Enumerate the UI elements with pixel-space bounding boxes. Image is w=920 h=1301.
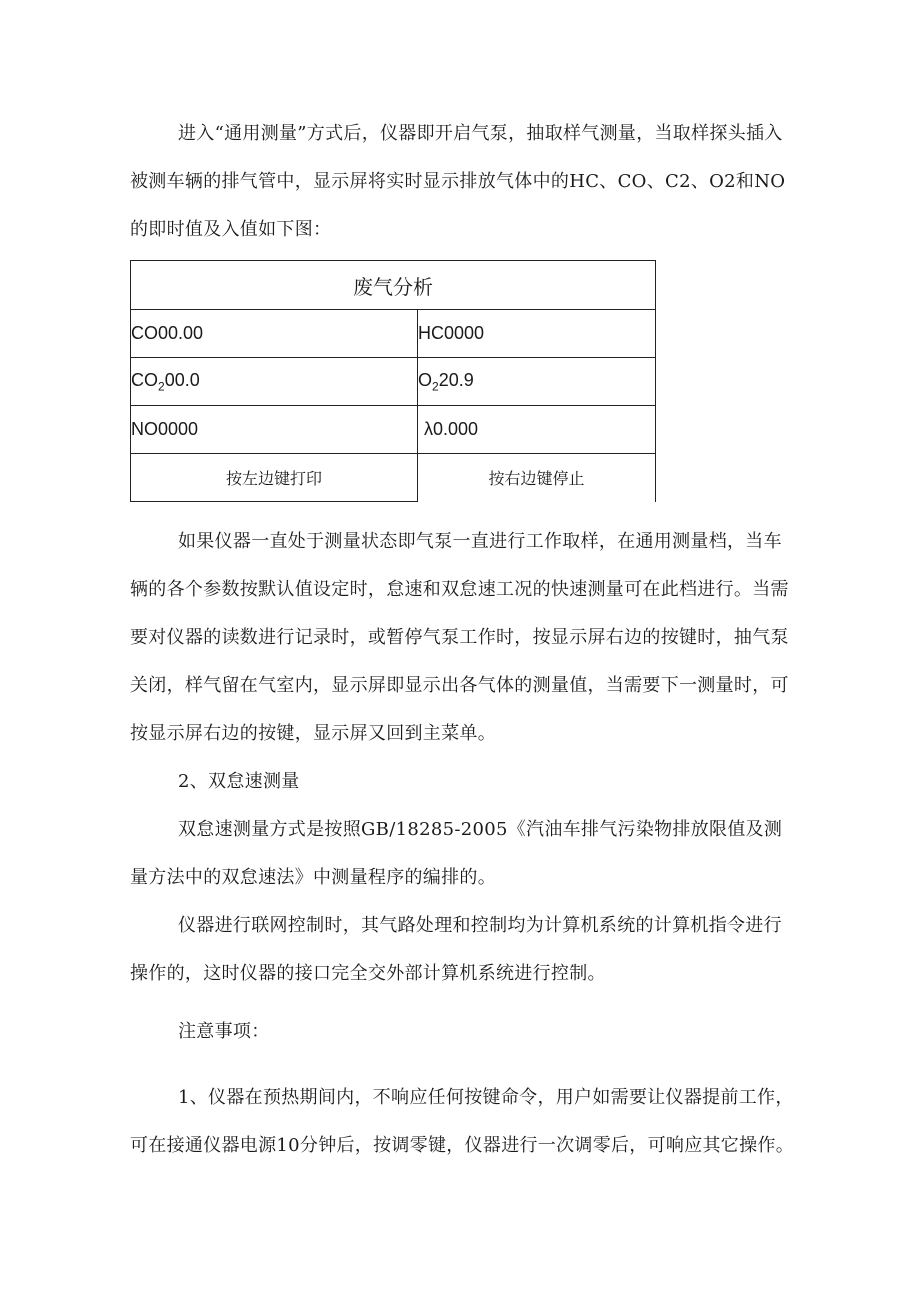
hc-reading <box>418 310 656 358</box>
left-key-print: 按左边键打印 <box>131 454 418 502</box>
network-paragraph: 仪器进行联网控制时，其气路处理和控制均为计算机系统的计算机指令进行操作的，这时仪器的接口完全交外部计算机系统进行控制。 <box>130 915 782 984</box>
co2-label: CO <box>131 369 158 390</box>
lambda-value: 0.000 <box>433 419 479 439</box>
lambda-label: λ <box>424 419 433 439</box>
notes-heading: 注意事项： <box>178 1021 270 1042</box>
no-label: NO <box>131 419 158 439</box>
co-label: CO <box>131 323 158 343</box>
co-reading <box>131 310 418 358</box>
method-paragraph: 双怠速测量方式是按照GB/18285-2005《汽油车排气污染物排放限值及测量方法中的双怠速法》中测量程序的编排的。 <box>130 819 783 888</box>
right-key-stop: 按右边键停止 <box>418 454 656 502</box>
co2-subscript: 2 <box>158 379 165 394</box>
co2-value: 00.0 <box>164 369 200 390</box>
section-heading-dual-idle: 2、双怠速测量 <box>178 771 300 792</box>
exhaust-analysis-display <box>130 260 656 502</box>
no-value: 0000 <box>158 419 199 439</box>
o2-reading <box>418 358 656 406</box>
note-1-paragraph: 1、仪器在预热期间内，不响应任何按键命令，用户如需要让仪器提前工作，可在接通仪器电源10分钟后，按调零键，仪器进行一次调零后，可响应其它操作。 <box>130 1087 795 1156</box>
lambda-reading <box>418 406 656 454</box>
hc-label: HC <box>418 323 444 343</box>
o2-subscript: 2 <box>432 379 439 394</box>
no-reading <box>131 406 418 454</box>
o2-label: O <box>418 369 433 390</box>
o2-value: 20.9 <box>438 369 474 390</box>
usage-paragraph: 如果仪器一直处于测量状态即气泵一直进行工作取样，在通用测量档，当车辆的各个参数按默认值设定时，怠速和双怠速工况的快速测量可在此档进行。当需要对仪器的读数进行记录时，或暂停气泵工作时，按显示屏右边的按键时，抽气泵关闭，样气留在气室内，显示屏即显示出各气体的测量值，当需要下一测量时，可按显示屏右边的按键，显示屏又回到主菜单。 <box>130 531 789 744</box>
co2-reading <box>131 358 418 406</box>
intro-paragraph: 进入“通用测量”方式后，仪器即开启气泵，抽取样气测量，当取样探头插入被测车辆的排气管中，显示屏将实时显示排放气体中的HC、CO、C2、O2和NO的即时值及入值如下图： <box>130 123 786 240</box>
display-title: 废气分析 <box>131 261 656 310</box>
hc-value: 0000 <box>444 323 485 343</box>
co-value: 00.00 <box>158 323 204 343</box>
